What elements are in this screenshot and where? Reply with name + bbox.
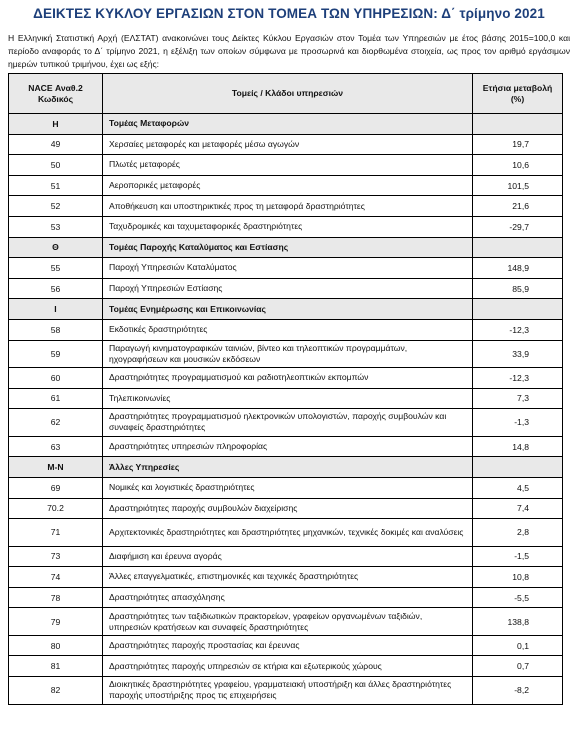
nace-code-cell: Θ <box>9 237 103 258</box>
annual-change-cell: -12,3 <box>473 319 563 340</box>
nace-code-cell: 71 <box>9 519 103 547</box>
nace-code-cell: 78 <box>9 587 103 608</box>
table-row <box>9 388 563 409</box>
sector-name-cell: Δραστηριότητες παροχής συμβουλών διαχείρισης <box>103 498 473 519</box>
table-row <box>9 175 563 196</box>
table-row <box>9 436 563 457</box>
sector-name-cell: Πλωτές μεταφορές <box>103 155 473 176</box>
annual-change-cell: 21,6 <box>473 196 563 217</box>
table-row <box>9 477 563 498</box>
nace-code-cell: 60 <box>9 368 103 389</box>
annual-change-cell: 33,9 <box>473 340 563 368</box>
sector-name-cell: Τομέας Ενημέρωσης και Επικοινωνίας <box>103 299 473 320</box>
nace-code-cell: 53 <box>9 216 103 237</box>
table-row <box>9 258 563 279</box>
document-title: ΔΕΙΚΤΕΣ ΚΥΚΛΟΥ ΕΡΓΑΣΙΩΝ ΣΤΟΝ ΤΟΜΕΑ ΤΩΝ ΥΠΗΡΕΣΙΩΝ: Δ΄ τρίμηνο 2021 <box>33 6 545 21</box>
sector-name-cell: Τομέας Παροχής Καταλύματος και Εστίασης <box>103 237 473 258</box>
nace-code-cell: Μ-Ν <box>9 457 103 478</box>
nace-code-cell: Ι <box>9 299 103 320</box>
annual-change-cell <box>473 114 563 135</box>
intro-paragraph: Η Ελληνική Στατιστική Αρχή (ΕΛΣΤΑΤ) ανακοινώνει τους Δείκτες Κύκλου Εργασιών στον Τομέα των Υπηρεσιών με έτος βάσης 2015=100,0 και περίοδο αναφοράς το Δ΄ τρίμηνο 2021, η εξέλιξη των οποίων σύμφωνα με προσωρινά και διορθωμένα στοιχεία, ως προς τον αριθμό εργάσιμων ημερών τυπικού τριμήνου, έχει ως εξής: <box>8 33 570 69</box>
table-row <box>9 519 563 547</box>
nace-code-header <box>9 74 103 114</box>
section-row <box>9 299 563 320</box>
nace-code-header-line1: NACE Αναθ.2 <box>28 82 83 93</box>
sector-name-cell: Άλλες επαγγελματικές, επιστημονικές και τεχνικές δραστηριότητες <box>103 567 473 588</box>
annual-change-cell: 14,8 <box>473 436 563 457</box>
annual-change-cell: 19,7 <box>473 134 563 155</box>
table-row <box>9 656 563 677</box>
sector-name-cell: Δραστηριότητες προγραμματισμού ηλεκτρονικών υπολογιστών, παροχής συμβουλών και συναφείς δραστηριότητες <box>103 409 473 437</box>
annual-change-cell: -1,3 <box>473 409 563 437</box>
annual-change-cell: -29,7 <box>473 216 563 237</box>
nace-code-cell: 50 <box>9 155 103 176</box>
annual-change-cell: 4,5 <box>473 477 563 498</box>
annual-change-cell: 10,8 <box>473 567 563 588</box>
annual-change-cell: 85,9 <box>473 278 563 299</box>
annual-change-cell: -8,2 <box>473 677 563 705</box>
table-row <box>9 196 563 217</box>
sector-name-cell: Παροχή Υπηρεσιών Καταλύματος <box>103 258 473 279</box>
annual-change-cell: 101,5 <box>473 175 563 196</box>
table-row <box>9 608 563 636</box>
sector-name-cell: Παροχή Υπηρεσιών Εστίασης <box>103 278 473 299</box>
annual-change-cell: 10,6 <box>473 155 563 176</box>
annual-change-cell: 148,9 <box>473 258 563 279</box>
sector-name-cell: Δραστηριότητες των ταξιδιωτικών πρακτορείων, γραφείων οργανωμένων ταξιδιών, υπηρεσιών κρατήσεων και συναφείς δραστηριότητες <box>103 608 473 636</box>
sector-name-cell: Τομέας Μεταφορών <box>103 114 473 135</box>
nace-code-cell: 70.2 <box>9 498 103 519</box>
table-row <box>9 319 563 340</box>
sector-name-cell: Διαφήμιση και έρευνα αγοράς <box>103 546 473 567</box>
annual-change-cell: -5,5 <box>473 587 563 608</box>
section-row <box>9 237 563 258</box>
nace-code-cell: 56 <box>9 278 103 299</box>
nace-code-header-line2: Κωδικός <box>37 93 74 104</box>
nace-code-cell: 73 <box>9 546 103 567</box>
sector-name-cell: Αρχιτεκτονικές δραστηριότητες και δραστηριότητες μηχανικών, τεχνικές δοκιμές και αναλύσεις <box>103 519 473 547</box>
nace-code-cell: Η <box>9 114 103 135</box>
sector-name-cell: Ταχυδρομικές και ταχυμεταφορικές δραστηριότητες <box>103 216 473 237</box>
nace-code-cell: 63 <box>9 436 103 457</box>
table-row <box>9 278 563 299</box>
nace-code-cell: 62 <box>9 409 103 437</box>
sector-name-cell: Άλλες Υπηρεσίες <box>103 457 473 478</box>
nace-code-cell: 55 <box>9 258 103 279</box>
sector-name-cell: Τηλεπικοινωνίες <box>103 388 473 409</box>
nace-code-cell: 79 <box>9 608 103 636</box>
nace-code-cell: 81 <box>9 656 103 677</box>
nace-code-cell: 69 <box>9 477 103 498</box>
annual-change-cell: 0,1 <box>473 635 563 656</box>
annual-change-cell <box>473 299 563 320</box>
nace-code-cell: 52 <box>9 196 103 217</box>
nace-code-cell: 80 <box>9 635 103 656</box>
table-row <box>9 635 563 656</box>
annual-change-cell: -12,3 <box>473 368 563 389</box>
table-row <box>9 409 563 437</box>
table-body <box>9 114 563 705</box>
sector-name-cell: Αποθήκευση και υποστηρικτικές προς τη μεταφορά δραστηριότητες <box>103 196 473 217</box>
sector-name-cell: Διοικητικές δραστηριότητες γραφείου, γραμματειακή υποστήριξη και άλλες δραστηριότητες παροχής υποστήριξης προς τις επιχειρήσεις <box>103 677 473 705</box>
table-row <box>9 216 563 237</box>
table-row <box>9 498 563 519</box>
table-header-row <box>9 74 563 114</box>
section-row <box>9 114 563 135</box>
nace-code-cell: 74 <box>9 567 103 588</box>
section-row <box>9 457 563 478</box>
sector-name-cell: Δραστηριότητες παροχής προστασίας και έρευνας <box>103 635 473 656</box>
sector-name-cell: Νομικές και λογιστικές δραστηριότητες <box>103 477 473 498</box>
table-row <box>9 134 563 155</box>
sector-name-cell: Παραγωγή κινηματογραφικών ταινιών, βίντεο και τηλεοπτικών προγραμμάτων, ηχογραφήσεων και μουσικών εκδόσεων <box>103 340 473 368</box>
annual-change-cell: 7,3 <box>473 388 563 409</box>
annual-change-cell: 2,8 <box>473 519 563 547</box>
table-row <box>9 340 563 368</box>
annual-change-cell: 0,7 <box>473 656 563 677</box>
nace-code-cell: 59 <box>9 340 103 368</box>
sector-name-cell: Δραστηριότητες προγραμματισμού και ραδιοτηλεοπτικών εκπομπών <box>103 368 473 389</box>
annual-change-cell <box>473 237 563 258</box>
nace-code-cell: 49 <box>9 134 103 155</box>
sector-name-cell: Χερσαίες μεταφορές και μεταφορές μέσω αγωγών <box>103 134 473 155</box>
sector-name-cell: Δραστηριότητες απασχόλησης <box>103 587 473 608</box>
nace-code-cell: 61 <box>9 388 103 409</box>
annual-change-header: Ετήσια μεταβολή (%) <box>473 74 563 114</box>
table-row <box>9 677 563 705</box>
nace-code-cell: 82 <box>9 677 103 705</box>
table-row <box>9 155 563 176</box>
table-row <box>9 567 563 588</box>
nace-code-cell: 51 <box>9 175 103 196</box>
sector-name-cell: Δραστηριότητες υπηρεσιών πληροφορίας <box>103 436 473 457</box>
table-row <box>9 368 563 389</box>
nace-code-cell: 58 <box>9 319 103 340</box>
table-row <box>9 546 563 567</box>
sector-header: Τομείς / Κλάδοι υπηρεσιών <box>103 74 473 114</box>
annual-change-cell: -1,5 <box>473 546 563 567</box>
sector-name-cell: Αεροπορικές μεταφορές <box>103 175 473 196</box>
annual-change-cell <box>473 457 563 478</box>
table-row <box>9 587 563 608</box>
annual-change-cell: 138,8 <box>473 608 563 636</box>
annual-change-cell: 7,4 <box>473 498 563 519</box>
turnover-index-table <box>8 73 563 705</box>
sector-name-cell: Εκδοτικές δραστηριότητες <box>103 319 473 340</box>
sector-name-cell: Δραστηριότητες παροχής υπηρεσιών σε κτήρια και εξωτερικούς χώρους <box>103 656 473 677</box>
